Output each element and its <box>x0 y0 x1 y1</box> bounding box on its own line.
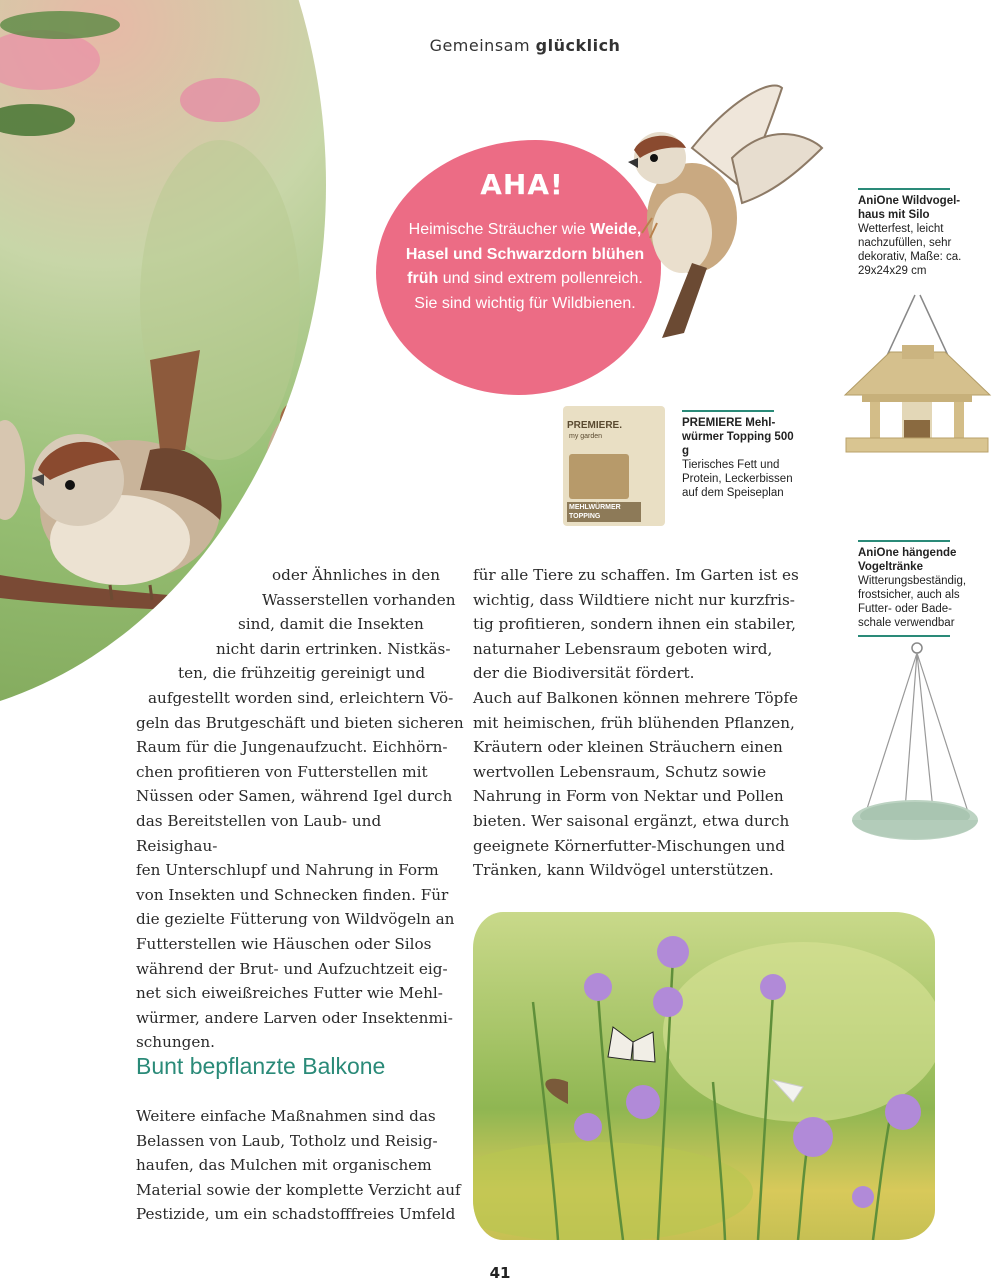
text-line: wichtig, dass Wildtiere nicht nur kurzfris- <box>473 590 795 609</box>
text-line: oder Ähnliches in den <box>272 566 441 584</box>
product-vogeltraenke <box>858 540 978 637</box>
text-line: Material sowie der komplette Verzicht auf <box>136 1180 461 1199</box>
text-line: haufen, das Mulchen mit organischem <box>136 1156 432 1175</box>
product-desc: Witterungsbeständig, frostsicher, auch als Futter- oder Bade-schale verwendbar <box>858 575 967 629</box>
text-line: ten, die frühzeitig gereinigt und <box>178 664 426 683</box>
text-line: mit heimischen, früh blühenden Pflanzen, <box>473 713 795 732</box>
text-line: naturnaher Lebensraum geboten wird, <box>473 639 773 658</box>
package-sub: my garden <box>569 433 603 440</box>
text-line: Nüssen oder Samen, während Igel durch <box>136 787 453 806</box>
mealworm-package-image <box>563 406 665 526</box>
product-mehlwuermer <box>682 410 797 500</box>
text-line: Weitere einfache Maßnahmen sind das <box>136 1107 436 1125</box>
product-rule <box>682 410 774 412</box>
text-line: bieten. Wer saisonal ergänzt, etwa durch <box>473 811 790 830</box>
text-line: net sich eiweißreiches Futter wie Mehl- <box>136 984 443 1003</box>
text-line: chen profitieren von Futterstellen mit <box>136 762 428 781</box>
aha-text <box>400 218 650 316</box>
text-line: schungen. <box>136 1033 215 1052</box>
text-line: für alle Tiere zu schaffen. Im Garten ist es <box>473 566 799 584</box>
text-line: würmer, andere Larven oder Insektenmi- <box>136 1008 453 1027</box>
text-line: sind, damit die Insekten <box>238 615 424 634</box>
text-line: tig profitieren, sondern ihnen ein stabiler, <box>473 615 796 634</box>
text-line: die gezielte Fütterung von Wildvögeln an <box>136 910 455 929</box>
text-line: Futterstellen wie Häuschen oder Silos <box>136 934 432 953</box>
header-bold: glücklich <box>535 36 621 55</box>
text-line: das Bereitstellen von Laub- und Reisighau- <box>136 811 382 855</box>
text-line: Kräutern oder kleinen Sträuchern einen <box>473 738 783 757</box>
text-line: der die Biodiversität fördert. <box>473 664 695 683</box>
aha-title: AHA! <box>480 168 564 201</box>
product-desc: Wetterfest, leicht nachzufüllen, sehr dekorativ, Maße: ca. 29x24x29 cm <box>858 223 962 277</box>
product-name: AniOne Wildvogel-haus mit Silo <box>858 195 961 221</box>
product-rule <box>858 188 950 190</box>
package-bird-photo <box>569 454 629 499</box>
right-column-text <box>473 563 813 883</box>
product-desc: Tierisches Fett und Protein, Leckerbissen auf dem Speiseplan <box>682 459 793 499</box>
header-prefix: Gemeinsam <box>429 36 531 55</box>
package-brand: PREMIERE. <box>567 420 623 431</box>
text-line: wertvollen Lebensraum, Schutz sowie <box>473 762 767 781</box>
product-name: PREMIERE Mehl-würmer Topping 500 g <box>682 417 794 457</box>
text-line: Auch auf Balkonen können mehrere Töpfe <box>473 688 798 707</box>
text-line: nicht darin ertrinken. Nistkäs- <box>216 639 451 658</box>
text-line: fen Unterschlupf und Nahrung in Form <box>136 861 439 880</box>
package-product: MEHLWÜRMER TOPPING <box>567 502 641 522</box>
text-line: aufgestellt worden sind, erleichtern Vö- <box>148 688 454 707</box>
text-line: Nahrung in Form von Nektar und Pollen <box>473 787 784 806</box>
aha-text-bold: Weide, Hasel und Schwarzdorn blühen früh <box>405 221 645 287</box>
page-number: 41 <box>489 1264 511 1282</box>
text-line: während der Brut- und Aufzuchtzeit eig- <box>136 959 448 978</box>
product-rule <box>858 540 950 542</box>
product-rule <box>858 635 950 637</box>
text-line: Raum für die Jungenaufzucht. Eichhörn- <box>136 738 448 757</box>
text-line: Belassen von Laub, Totholz und Reisig- <box>136 1131 438 1150</box>
flower-meadow-photo <box>473 912 935 1240</box>
section-text <box>136 1104 466 1227</box>
flying-sparrow-image <box>622 78 827 348</box>
bird-bath-image <box>845 640 985 885</box>
product-name: AniOne hängende Vogeltränke <box>858 547 957 573</box>
text-line: Tränken, kann Wildvögel unterstützen. <box>473 861 774 880</box>
product-wildvogelhaus <box>858 188 973 278</box>
text-line: geeignete Körnerfutter-Mischungen und <box>473 836 785 855</box>
aha-text-before: Heimische Sträucher wie <box>408 221 586 238</box>
text-line: von Insekten und Schnecken finden. Für <box>136 885 449 904</box>
text-line: geln das Brutgeschäft und bieten sicheren <box>136 713 464 732</box>
section-heading: Bunt bepflanzte Balkone <box>136 1053 386 1079</box>
text-line: Wasserstellen vorhanden <box>262 590 456 609</box>
left-column-text <box>136 563 466 1055</box>
text-line: Pestizide, um ein schadstofffreies Umfeld <box>136 1205 456 1224</box>
aha-text-after: und sind extrem pollenreich. Sie sind wichtig für Wildbienen. <box>414 270 643 312</box>
bird-feeder-house-image <box>840 290 995 460</box>
